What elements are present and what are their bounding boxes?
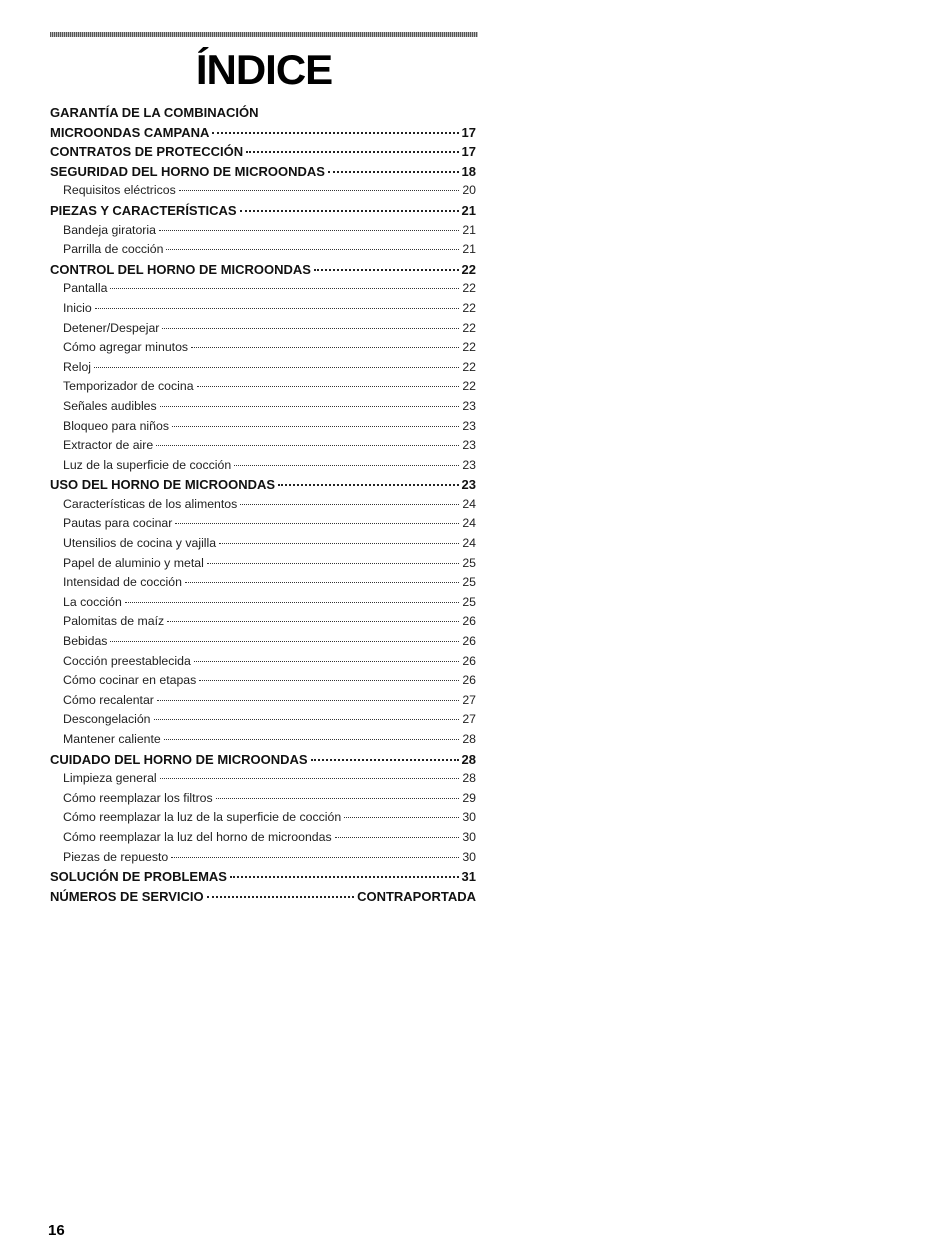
- toc-entry-page: 24: [462, 496, 476, 511]
- toc-entry-page: 29: [462, 790, 476, 805]
- toc-subentry[interactable]: [50, 652, 476, 672]
- dot-leader: [216, 797, 460, 799]
- toc-subentry[interactable]: [50, 240, 476, 260]
- toc-entry-label: Parrilla de cocción: [63, 242, 164, 257]
- toc-entry-label: La cocción: [63, 594, 122, 609]
- dot-leader: [219, 542, 459, 544]
- dot-leader: [311, 758, 459, 761]
- toc-entry-page: 21: [462, 222, 476, 237]
- toc-entry-label: Temporizador de cocina: [63, 379, 194, 394]
- toc-subentry[interactable]: [50, 671, 476, 691]
- toc-entry-label: Luz de la superficie de cocción: [63, 457, 232, 472]
- toc-entry-page: 25: [462, 555, 476, 570]
- toc-subentry[interactable]: [50, 221, 476, 241]
- toc-entry-page: 22: [462, 320, 476, 335]
- toc-entry-label: Características de los alimentos: [63, 496, 238, 511]
- dot-leader: [172, 425, 459, 427]
- table-of-contents: [50, 103, 476, 906]
- dot-leader: [166, 248, 459, 250]
- toc-entry-label: Palomitas de maíz: [63, 614, 165, 629]
- toc-entry-page: 28: [461, 751, 476, 767]
- toc-entry-label: Piezas de repuesto: [63, 849, 169, 864]
- dot-leader: [240, 503, 459, 505]
- toc-entry-label: GARANTÍA DE LA COMBINACIÓN: [50, 105, 259, 120]
- dot-leader: [246, 150, 458, 153]
- toc-subentry[interactable]: [50, 436, 476, 456]
- toc-entry-label: Limpieza general: [63, 771, 157, 786]
- toc-entry[interactable]: [50, 475, 476, 495]
- toc-entry-label: CONTROL DEL HORNO DE MICROONDAS: [50, 261, 311, 277]
- dot-leader: [207, 562, 460, 564]
- toc-entry-label: Papel de aluminio y metal: [63, 555, 204, 570]
- toc-entry-page: 31: [461, 869, 476, 885]
- dot-leader: [154, 718, 460, 720]
- dot-leader: [175, 522, 459, 524]
- toc-subentry[interactable]: [50, 612, 476, 632]
- toc-entry-page: 27: [462, 712, 476, 727]
- toc-entry[interactable]: [50, 103, 476, 123]
- toc-subentry[interactable]: [50, 769, 476, 789]
- toc-subentry[interactable]: [50, 573, 476, 593]
- toc-subentry[interactable]: [50, 848, 476, 868]
- toc-entry-page: 23: [462, 438, 476, 453]
- toc-entry[interactable]: [50, 867, 476, 887]
- toc-entry-label: Cocción preestablecida: [63, 653, 191, 668]
- toc-entry-page: 21: [461, 202, 476, 218]
- toc-entry-label: NÚMEROS DE SERVICIO: [50, 888, 204, 904]
- toc-entry-page: 23: [462, 398, 476, 413]
- dot-leader: [157, 699, 459, 701]
- dot-leader: [94, 366, 459, 368]
- toc-entry-label: SEGURIDAD DEL HORNO DE MICROONDAS: [50, 163, 325, 179]
- dot-leader: [160, 777, 460, 779]
- dot-leader: [197, 385, 460, 387]
- toc-entry-page: 17: [461, 144, 476, 160]
- toc-entry-page: CONTRAPORTADA: [357, 888, 476, 904]
- dot-leader: [230, 875, 459, 878]
- dot-leader: [191, 346, 459, 348]
- toc-entry-page: 26: [462, 653, 476, 668]
- dot-leader: [171, 856, 459, 858]
- toc-entry[interactable]: [50, 260, 476, 280]
- dot-leader: [234, 464, 459, 466]
- toc-entry[interactable]: [50, 887, 476, 907]
- toc-entry-label: Requisitos eléctricos: [63, 183, 176, 198]
- toc-entry-page: 22: [461, 261, 476, 277]
- dot-leader: [207, 895, 354, 898]
- toc-entry-label: Descongelación: [63, 712, 151, 727]
- toc-entry-label: Utensilios de cocina y vajilla: [63, 536, 217, 551]
- toc-entry-page: 26: [462, 614, 476, 629]
- toc-entry-label: Bandeja giratoria: [63, 222, 156, 237]
- toc-entry-label: Detener/Despejar: [63, 320, 160, 335]
- toc-entry-label: Mantener caliente: [63, 732, 161, 746]
- toc-entry-label: Bloqueo para niños: [63, 418, 169, 433]
- dot-leader: [240, 209, 459, 212]
- dot-leader: [185, 581, 459, 583]
- dot-leader: [110, 287, 459, 289]
- toc-entry-page: 22: [462, 379, 476, 394]
- toc-subentry[interactable]: [50, 632, 476, 652]
- toc-entry-page: 23: [462, 418, 476, 433]
- toc-entry-label: Cómo reemplazar la luz de la superficie de cocción: [63, 810, 342, 825]
- toc-entry-page: 26: [462, 634, 476, 649]
- toc-subentry[interactable]: [50, 593, 476, 613]
- toc-entry-label: Inicio: [63, 300, 92, 315]
- dot-leader: [199, 679, 459, 681]
- toc-subentry[interactable]: [50, 319, 476, 339]
- toc-entry-label: Pautas para cocinar: [63, 516, 173, 531]
- toc-entry-page: 24: [462, 516, 476, 531]
- toc-entry-page: 28: [462, 771, 476, 786]
- dot-leader: [156, 444, 459, 446]
- toc-entry-label: Pantalla: [63, 281, 108, 296]
- dot-leader: [159, 229, 459, 231]
- toc-entry-label: SOLUCIÓN DE PROBLEMAS: [50, 869, 227, 885]
- toc-entry-label: Cómo cocinar en etapas: [63, 673, 197, 688]
- toc-entry-page: 27: [462, 692, 476, 707]
- toc-subentry[interactable]: [50, 456, 476, 476]
- dot-leader: [160, 405, 460, 407]
- toc-entry-label: Cómo recalentar: [63, 692, 154, 707]
- toc-subentry[interactable]: [50, 534, 476, 554]
- toc-entry-page: 24: [462, 536, 476, 551]
- toc-entry-label: Reloj: [63, 359, 92, 374]
- dot-leader: [328, 170, 459, 173]
- toc-subentry[interactable]: [50, 828, 476, 848]
- dot-leader: [167, 620, 459, 622]
- toc-entry-page: 26: [462, 673, 476, 688]
- toc-entry-label: Señales audibles: [63, 398, 157, 413]
- toc-entry-label: Cómo reemplazar los filtros: [63, 790, 213, 805]
- toc-entry-label: CONTRATOS DE PROTECCIÓN: [50, 144, 244, 160]
- toc-entry-page: 25: [462, 594, 476, 609]
- toc-subentry[interactable]: [50, 730, 476, 750]
- toc-entry[interactable]: [50, 123, 476, 143]
- toc-entry-page: 17: [461, 124, 476, 140]
- page-title: ÍNDICE: [195, 46, 333, 93]
- dot-leader: [164, 738, 460, 740]
- toc-subentry[interactable]: [50, 691, 476, 711]
- toc-entry-page: 18: [461, 163, 476, 179]
- toc-entry-page: 25: [462, 575, 476, 590]
- toc-subentry[interactable]: [50, 279, 476, 299]
- toc-entry-label: Cómo agregar minutos: [63, 340, 189, 355]
- toc-entry[interactable]: [50, 750, 476, 770]
- toc-subentry[interactable]: [50, 397, 476, 417]
- toc-entry[interactable]: [50, 142, 476, 162]
- toc-entry-page: 23: [461, 477, 476, 493]
- toc-entry-page: 20: [462, 183, 476, 198]
- dot-leader: [335, 836, 460, 838]
- dot-leader: [95, 307, 460, 309]
- toc-entry-page: 23: [462, 457, 476, 472]
- toc-subentry[interactable]: [50, 299, 476, 319]
- toc-entry-page: 30: [462, 829, 476, 844]
- toc-entry-page: 28: [462, 732, 476, 746]
- toc-subentry[interactable]: [50, 358, 476, 378]
- toc-subentry[interactable]: [50, 417, 476, 437]
- toc-subentry[interactable]: [50, 338, 476, 358]
- dot-leader: [212, 131, 458, 134]
- toc-entry-page: 22: [462, 281, 476, 296]
- dot-leader: [278, 483, 458, 486]
- dot-leader: [125, 601, 460, 603]
- toc-entry-label: Bebidas: [63, 634, 108, 649]
- dot-leader: [194, 660, 459, 662]
- toc-entry-page: 21: [462, 242, 476, 257]
- toc-subentry[interactable]: [50, 514, 476, 534]
- dot-leader: [162, 327, 459, 329]
- toc-entry-label: Extractor de aire: [63, 438, 154, 453]
- dot-leader: [110, 640, 459, 642]
- toc-entry[interactable]: [50, 201, 476, 221]
- dot-leader: [179, 189, 460, 191]
- toc-subentry[interactable]: [50, 495, 476, 515]
- toc-entry-label: Cómo reemplazar la luz del horno de microondas: [63, 829, 332, 844]
- toc-entry-label: MICROONDAS CAMPANA: [50, 124, 210, 140]
- toc-subentry[interactable]: [50, 808, 476, 828]
- toc-subentry[interactable]: [50, 554, 476, 574]
- dot-leader: [314, 268, 459, 271]
- toc-entry-page: 22: [462, 359, 476, 374]
- toc-entry-label: Intensidad de cocción: [63, 575, 182, 590]
- toc-entry-page: 30: [462, 849, 476, 864]
- toc-entry-page: 22: [462, 300, 476, 315]
- toc-entry-label: PIEZAS Y CARACTERÍSTICAS: [50, 202, 237, 218]
- toc-subentry[interactable]: [50, 377, 476, 397]
- toc-entry-page: 30: [462, 810, 476, 825]
- toc-subentry[interactable]: [50, 789, 476, 809]
- page-number: 16: [48, 1222, 65, 1239]
- toc-entry-label: USO DEL HORNO DE MICROONDAS: [50, 477, 276, 493]
- toc-entry[interactable]: [50, 162, 476, 182]
- toc-subentry[interactable]: [50, 181, 476, 201]
- top-rule: [50, 32, 478, 37]
- toc-entry-label: CUIDADO DEL HORNO DE MICROONDAS: [50, 751, 308, 767]
- dot-leader: [344, 816, 459, 818]
- toc-subentry[interactable]: [50, 710, 476, 730]
- toc-entry-page: 22: [462, 340, 476, 355]
